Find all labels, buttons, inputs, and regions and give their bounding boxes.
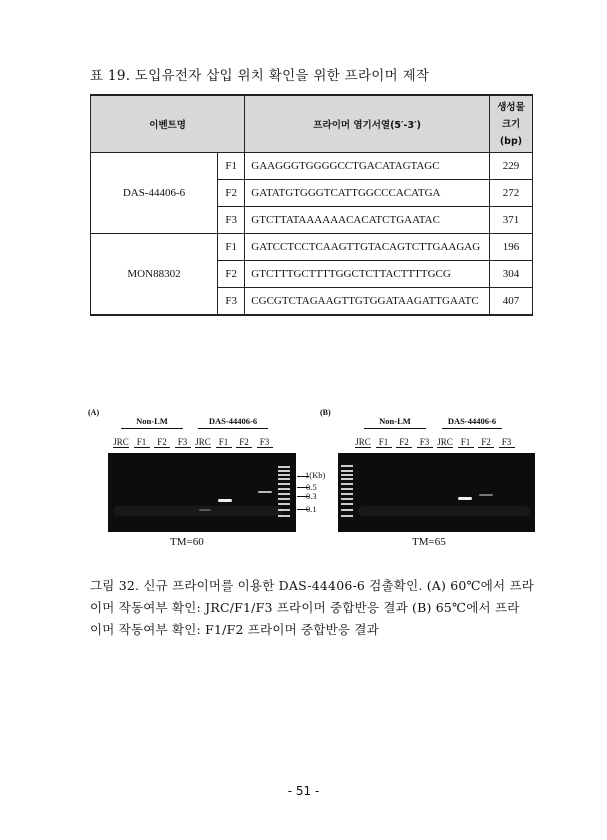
lane-label: F2	[478, 437, 494, 448]
band-f1	[218, 499, 232, 502]
panel-a-group-nonlm: Non-LM	[121, 416, 183, 429]
primer-sequence: GTCTTATAAAAAACACATCTGAATAC	[245, 207, 490, 234]
primer-name: F1	[218, 234, 245, 261]
figure-caption-line: 그림 32. 신규 프라이머를 이용한 DAS-44406-6 검출확인. (A) 60℃에서 프라	[90, 578, 535, 593]
band-f1	[458, 497, 472, 500]
gel-image-a	[108, 453, 296, 532]
primer-sequence: GTCTTTGCTTTTGGCTCTTACTTTTGCG	[245, 261, 490, 288]
marker-1kb: 1(Kb)	[305, 470, 326, 480]
lane-label: JRC	[195, 437, 211, 447]
lane-label: F3	[499, 437, 515, 448]
lane-label: F3	[417, 437, 433, 448]
product-size: 371	[490, 207, 533, 234]
primer-sequence: CGCGTCTAGAAGTTGTGGATAAGATTGAATC	[245, 288, 490, 316]
table-header-row	[91, 95, 533, 153]
lane-label: F1	[458, 437, 474, 448]
panel-b-group-das: DAS-44406-6	[442, 416, 502, 429]
header-size: 생성물 크기 (bp)	[490, 95, 533, 153]
lane-label: JRC	[113, 437, 129, 447]
lane-label: F2	[236, 437, 252, 448]
primer-sequence: GAAGGGTGGGGCCTGACATAGTAGC	[245, 153, 490, 180]
lane-label: F1	[134, 437, 150, 448]
panel-b-label: (B)	[320, 408, 331, 417]
primer-name: F1	[218, 153, 245, 180]
panel-b-lanes	[355, 437, 515, 448]
primer-table	[90, 94, 533, 316]
band-f2	[479, 494, 493, 496]
figure-caption-line: 이머 작동여부 확인: F1/F2 프라이머 중합반응 결과	[90, 622, 379, 637]
panel-b-group-nonlm: Non-LM	[364, 416, 426, 429]
primer-sequence: GATCCTCCTCAAGTTGTACAGTCTTGAAGAG	[245, 234, 490, 261]
primer-name: F2	[218, 261, 245, 288]
product-size: 272	[490, 180, 533, 207]
lane-label: F2	[154, 437, 170, 448]
product-size: 196	[490, 234, 533, 261]
header-sequence: 프라이머 염기서열(5′-3′)	[245, 95, 490, 153]
page-number: - 51 -	[287, 784, 320, 798]
marker-0.1: 0.1	[306, 504, 317, 514]
panel-a-lanes	[113, 437, 273, 448]
lane-label: F2	[396, 437, 412, 448]
primer-name: F3	[218, 207, 245, 234]
panel-a-group-das: DAS-44406-6	[198, 416, 268, 429]
marker-0.3: 0.3	[306, 491, 317, 501]
lane-label: F1	[216, 437, 232, 448]
table-row	[91, 153, 533, 180]
header-event: 이벤트명	[91, 95, 245, 153]
primer-name: F3	[218, 288, 245, 316]
table-row	[91, 234, 533, 261]
lane-label: JRC	[437, 437, 453, 447]
lane-label: JRC	[355, 437, 371, 447]
primer-dimer-smear	[358, 506, 530, 516]
panel-a-tm: TM=60	[170, 536, 204, 548]
lane-label: F3	[175, 437, 191, 448]
product-size: 304	[490, 261, 533, 288]
primer-dimer-smear	[113, 506, 283, 516]
product-size: 229	[490, 153, 533, 180]
lane-label: F1	[376, 437, 392, 448]
table-title: 표 19. 도입유전자 삽입 위치 확인을 위한 프라이머 제작	[90, 68, 430, 84]
event-name: DAS-44406-6	[91, 153, 218, 234]
marker-0.5: 0.5	[306, 482, 317, 492]
gel-image-b	[338, 453, 535, 532]
primer-sequence: GATATGTGGGTCATTGGCCCACATGA	[245, 180, 490, 207]
panel-b-tm: TM=65	[412, 536, 446, 548]
lane-label: F3	[257, 437, 273, 448]
product-size: 407	[490, 288, 533, 316]
figure-caption-line: 이머 작동여부 확인: JRC/F1/F3 프라이머 중합반응 결과 (B) 65℃에서 프라	[90, 600, 520, 615]
panel-a-label: (A)	[88, 408, 100, 417]
event-name: MON88302	[91, 234, 218, 316]
band-f3	[258, 491, 272, 493]
band-jrc	[199, 509, 211, 511]
primer-name: F2	[218, 180, 245, 207]
